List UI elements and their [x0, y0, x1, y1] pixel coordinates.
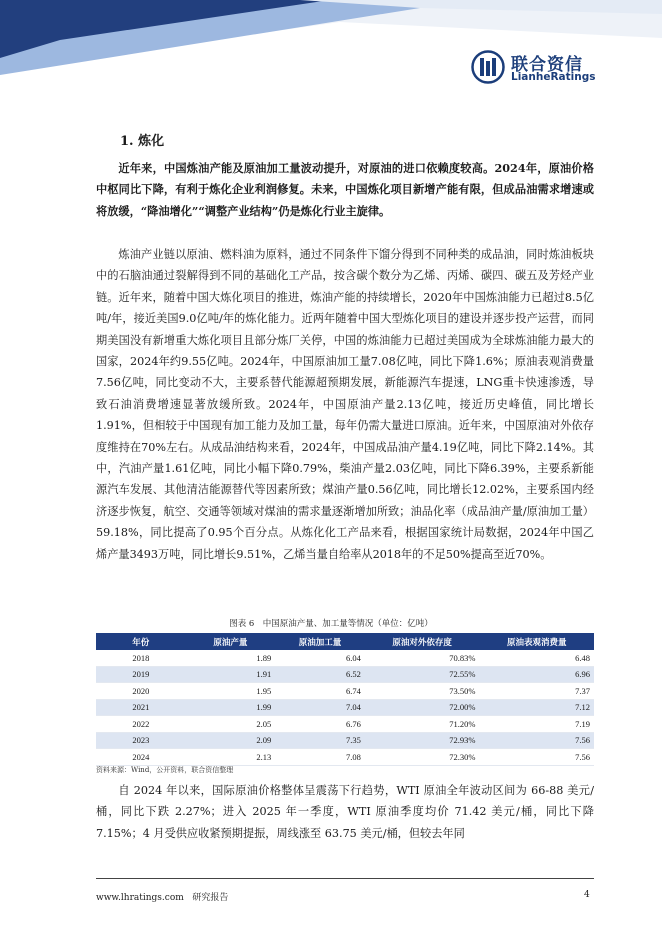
- table-row: [96, 666, 594, 683]
- table-caption: 图表 6 中国原油产量、加工量等情况（单位：亿吨）: [229, 619, 433, 629]
- footer-doc-type: 研究报告: [192, 893, 229, 903]
- cell-processing: 6.52: [275, 666, 365, 683]
- header-apparent-consumption: 原油表观消费量: [479, 633, 594, 650]
- cell-dependency: 70.83%: [365, 650, 480, 666]
- cell-year: 2018: [96, 650, 186, 666]
- cell-output: 1.95: [186, 683, 276, 700]
- table-row: [96, 650, 594, 666]
- cell-consumption: 6.96: [479, 666, 594, 683]
- cell-consumption: 6.48: [479, 650, 594, 666]
- crude-oil-table: [96, 633, 594, 766]
- cell-consumption: 7.56: [479, 749, 594, 766]
- cell-processing: 7.35: [275, 732, 365, 749]
- cell-output: 2.09: [186, 732, 276, 749]
- cell-year: 2020: [96, 683, 186, 700]
- table-row: [96, 699, 594, 716]
- table-header-row: [96, 633, 594, 650]
- cell-output: 1.91: [186, 666, 276, 683]
- body-paragraph: 炼油产业链以原油、燃料油为原料，通过不同条件下馏分得到不同种类的成品油，同时炼油板块中的石脑油通过裂解得到不同的基础化工产品，按含碳个数分为乙烯、丙烯、碳四、碳五及芳烃产业链。近年来，随着中国大炼化项目的推进，炼油产能的持续增长，2020年中国炼油能力已超过8.5亿吨/年，接近美国9.0亿吨/年的炼化能力。近两年随着中国大型炼化项目的建设并逐步投产运营，而同期美国没有新增重大炼化项目且部分炼厂关停，中国的炼油能力已超过美国成为全球炼油能力最大的国家，2024年约9.55亿吨。2024年，中国原油加工量7.08亿吨，同比下降1.6%；原油表观消费量7.56亿吨，同比变动不大，主要系替代能源超预期发展，新能源汽车提速，LNG重卡快速渗透，导致石油消费增速显著放缓所致。2024年，中国原油产量2.13亿吨，接近历史峰值，同比增长1.91%，但相较于中国现有加工能力及加工量，每年仍需大量进口原油。近年来，中国原油对外依存度维持在70%左右。从成品油结构来看，2024年，中国成品油产量4.19亿吨，同比下降2.14%。其中，汽油产量1.61亿吨，同比小幅下降0.79%，柴油产量2.03亿吨，同比下降6.39%，主要系新能源汽车发展、其他清洁能源替代等因素所致；煤油产量0.56亿吨，同比增长12.02%，主要系国内经济逐步恢复，航空、交通等领域对煤油的需求量逐渐增加所致；油品化率（成品油产量/原油加工量）59.18%，同比提高了0.95个百分点。从炼化化工产品来看，根据国家统计局数据，2024年中国乙烯产量3493万吨，同比增长9.51%，乙烯当量自给率从2018年的不足50%提高至近70%。: [96, 248, 594, 561]
- header-crude-output: 原油产量: [186, 633, 276, 650]
- summary-paragraph: 近年来，中国炼油产能及原油加工量波动提升，对原油的进口依赖度较高。2024年，原油价格中枢同比下降，有利于炼化企业利润修复。未来，中国炼化项目新增产能有限，但成品油需求增速或将放缓，“降油增化”“调整产业结构”仍是炼化行业主旋律。: [96, 161, 594, 218]
- cell-processing: 7.04: [275, 699, 365, 716]
- cell-processing: 6.76: [275, 716, 365, 733]
- cell-dependency: 71.20%: [365, 716, 480, 733]
- footer-info: [96, 890, 228, 903]
- header-crude-processing: 原油加工量: [275, 633, 365, 650]
- cell-dependency: 73.50%: [365, 683, 480, 700]
- logo-english-text: LianheRatings: [511, 71, 596, 83]
- cell-output: 1.99: [186, 699, 276, 716]
- section-title: 1. 炼化: [120, 134, 165, 149]
- table-source-note: 资料来源：Wind，公开资料，联合资信整理: [96, 766, 234, 774]
- bottom-paragraph: 自 2024 年以来，国际原油价格整体呈震荡下行趋势，WTI 原油全年波动区间为 66-88 美元/桶，同比下跌 2.27%；进入 2025 年一季度，WTI 原油季度均价 71.42 美元/桶，同比下降 7.15%；4 月受供应收紧预期提振，周线涨至 63.75 美元/桶，但较去年同: [96, 784, 594, 840]
- cell-dependency: 72.00%: [365, 699, 480, 716]
- cell-consumption: 7.56: [479, 732, 594, 749]
- cell-year: 2019: [96, 666, 186, 683]
- header-import-dependency: 原油对外依存度: [365, 633, 480, 650]
- cell-processing: 7.08: [275, 749, 365, 766]
- cell-output: 2.13: [186, 749, 276, 766]
- cell-consumption: 7.19: [479, 716, 594, 733]
- cell-processing: 6.04: [275, 650, 365, 666]
- cell-year: 2022: [96, 716, 186, 733]
- footer-website-link[interactable]: www.lhratings.com: [96, 893, 184, 903]
- header-year: 年份: [96, 633, 186, 650]
- cell-dependency: 72.30%: [365, 749, 480, 766]
- cell-processing: 6.74: [275, 683, 365, 700]
- lianhe-logo-icon: [471, 50, 505, 84]
- cell-dependency: 72.93%: [365, 732, 480, 749]
- cell-output: 1.89: [186, 650, 276, 666]
- table-row: [96, 683, 594, 700]
- cell-consumption: 7.37: [479, 683, 594, 700]
- table-row: [96, 716, 594, 733]
- table-row: [96, 732, 594, 749]
- cell-year: 2024: [96, 749, 186, 766]
- cell-consumption: 7.12: [479, 699, 594, 716]
- logo-chinese-text: 联合资信: [511, 55, 583, 75]
- footer-divider: [96, 878, 594, 879]
- table-row: [96, 749, 594, 766]
- page-number: 4: [584, 890, 590, 900]
- cell-dependency: 72.55%: [365, 666, 480, 683]
- cell-year: 2021: [96, 699, 186, 716]
- cell-output: 2.05: [186, 716, 276, 733]
- cell-year: 2023: [96, 732, 186, 749]
